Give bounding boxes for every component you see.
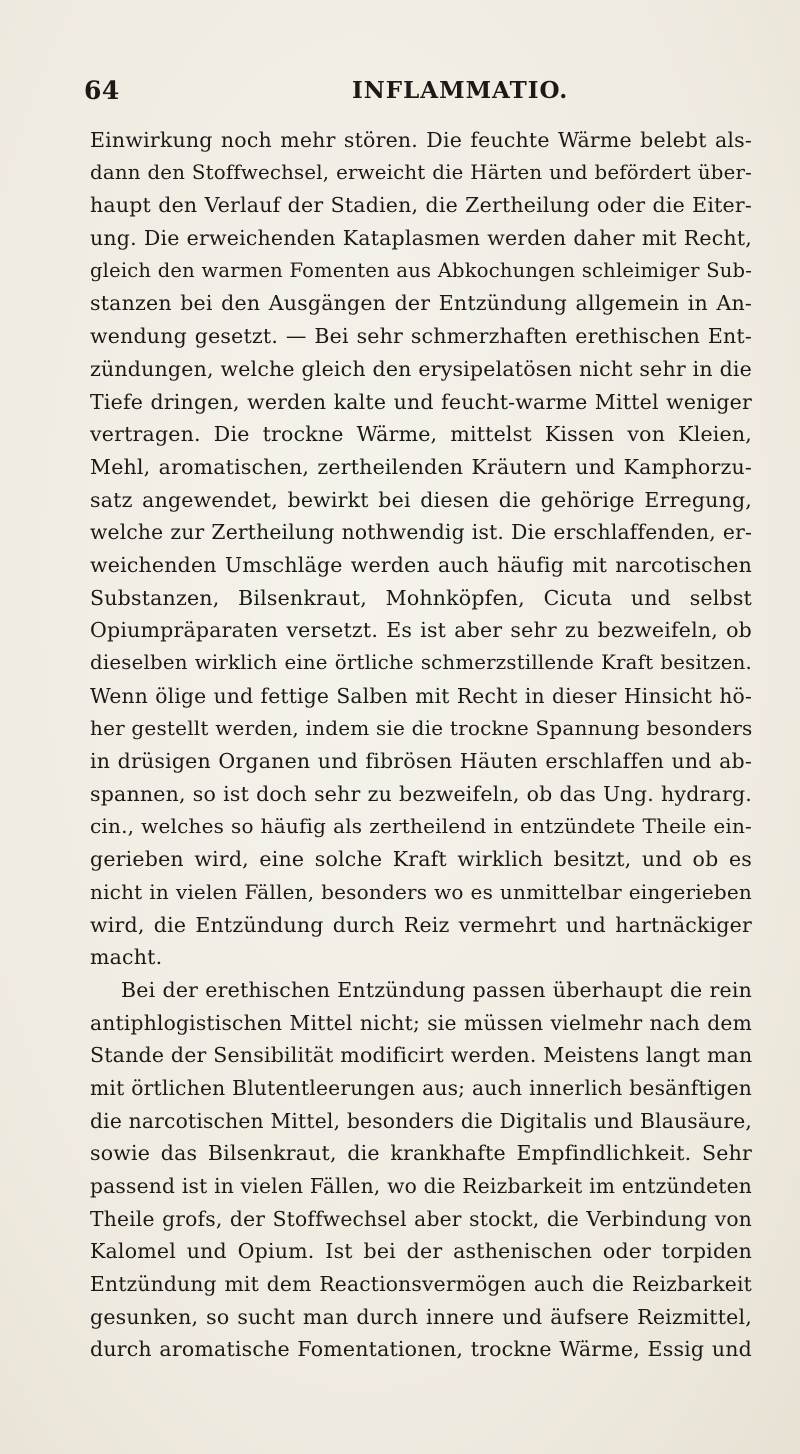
paragraph-start-line: Bei der erethischen Entzündung passen überhaupt die rein	[121, 977, 752, 1002]
text-line: nicht in vielen Fällen, besonders wo es unmittelbar eingerieben	[90, 879, 752, 904]
text-line: Tiefe dringen, werden kalte und feucht-warme Mittel weniger	[90, 389, 752, 414]
text-line: wendung gesetzt. — Bei sehr schmerzhaften erethischen Ent-	[90, 324, 752, 349]
body-text	[90, 124, 752, 1366]
text-line: spannen, so ist doch sehr zu bezweifeln, ob das Ung. hydrarg.	[90, 781, 752, 806]
text-line: durch aromatische Fomentationen, trockne Wärme, Essig und	[90, 1337, 752, 1362]
text-line: mit örtlichen Blutentleerungen aus; auch innerlich besänftigen	[90, 1075, 752, 1100]
text-line: zündungen, welche gleich den erysipelatösen nicht sehr in die	[90, 356, 752, 381]
text-line: Mehl, aromatischen, zertheilenden Kräutern und Kamphorzu-	[90, 454, 752, 479]
text-line: antiphlogistischen Mittel nicht; sie müssen vielmehr nach dem	[90, 1010, 752, 1035]
text-line: Stande der Sensibilität modificirt werden. Meistens langt man	[90, 1043, 753, 1068]
paragraph-end-line: macht.	[90, 945, 163, 970]
text-line: ung. Die erweichenden Kataplasmen werden daher mit Recht,	[90, 226, 752, 251]
text-line: Opiumpräparaten versetzt. Es ist aber sehr zu bezweifeln, ob	[90, 618, 752, 643]
text-line: in drüsigen Organen und fibrösen Häuten erschlaffen und ab-	[90, 749, 752, 774]
page-number: 64	[84, 76, 120, 105]
text-line: Theile grofs, der Stoffwechsel aber stockt, die Verbindung von	[90, 1206, 752, 1231]
running-head-title: INFLAMMATIO.	[352, 77, 569, 104]
text-line: Wenn ölige und fettige Salben mit Recht in dieser Hinsicht hö-	[90, 683, 752, 708]
text-line: dann den Stoffwechsel, erweicht die Härten und befördert über-	[90, 160, 752, 184]
text-line: gesunken, so sucht man durch innere und äufsere Reizmittel,	[90, 1304, 752, 1329]
text-line: vertragen. Die trockne Wärme, mittelst Kissen von Kleien,	[90, 422, 752, 447]
text-line: Substanzen, Bilsenkraut, Mohnköpfen, Cicuta und selbst	[90, 585, 752, 610]
text-line: Kalomel und Opium. Ist bei der asthenischen oder torpiden	[90, 1239, 752, 1264]
text-line: sowie das Bilsenkraut, die krankhafte Empfindlichkeit. Sehr	[90, 1141, 752, 1166]
text-line: stanzen bei den Ausgängen der Entzündung allgemein in An-	[90, 291, 752, 316]
text-line: weichenden Umschläge werden auch häufig mit narcotischen	[90, 552, 752, 577]
text-line: her gestellt werden, indem sie die trockne Spannung besonders	[90, 716, 753, 741]
text-line: die narcotischen Mittel, besonders die Digitalis und Blausäure,	[90, 1108, 753, 1133]
text-line: passend ist in vielen Fällen, wo die Reizbarkeit im entzündeten	[90, 1174, 753, 1198]
page-header	[84, 76, 740, 116]
text-line: gerieben wird, eine solche Kraft wirklich besitzt, und ob es	[90, 847, 752, 872]
text-line: welche zur Zertheilung nothwendig ist. Die erschlaffenden, er-	[90, 520, 752, 545]
text-line: cin., welches so häufig als zertheilend in entzündete Theile ein-	[90, 814, 752, 839]
text-line: haupt den Verlauf der Stadien, die Zertheilung oder die Eiter-	[90, 193, 752, 218]
text-line: Einwirkung noch mehr stören. Die feuchte Wärme belebt als-	[90, 128, 752, 152]
text-line: satz angewendet, bewirkt bei diesen die gehörige Erregung,	[90, 487, 752, 512]
text-line: wird, die Entzündung durch Reiz vermehrt und hartnäckiger	[90, 912, 752, 937]
text-line: gleich den warmen Fomenten aus Abkochungen schleimiger Sub-	[90, 258, 752, 282]
text-line: Entzündung mit dem Reactionsvermögen auch die Reizbarkeit	[90, 1272, 752, 1297]
text-line: dieselben wirklich eine örtliche schmerzstillende Kraft besitzen.	[90, 651, 752, 674]
